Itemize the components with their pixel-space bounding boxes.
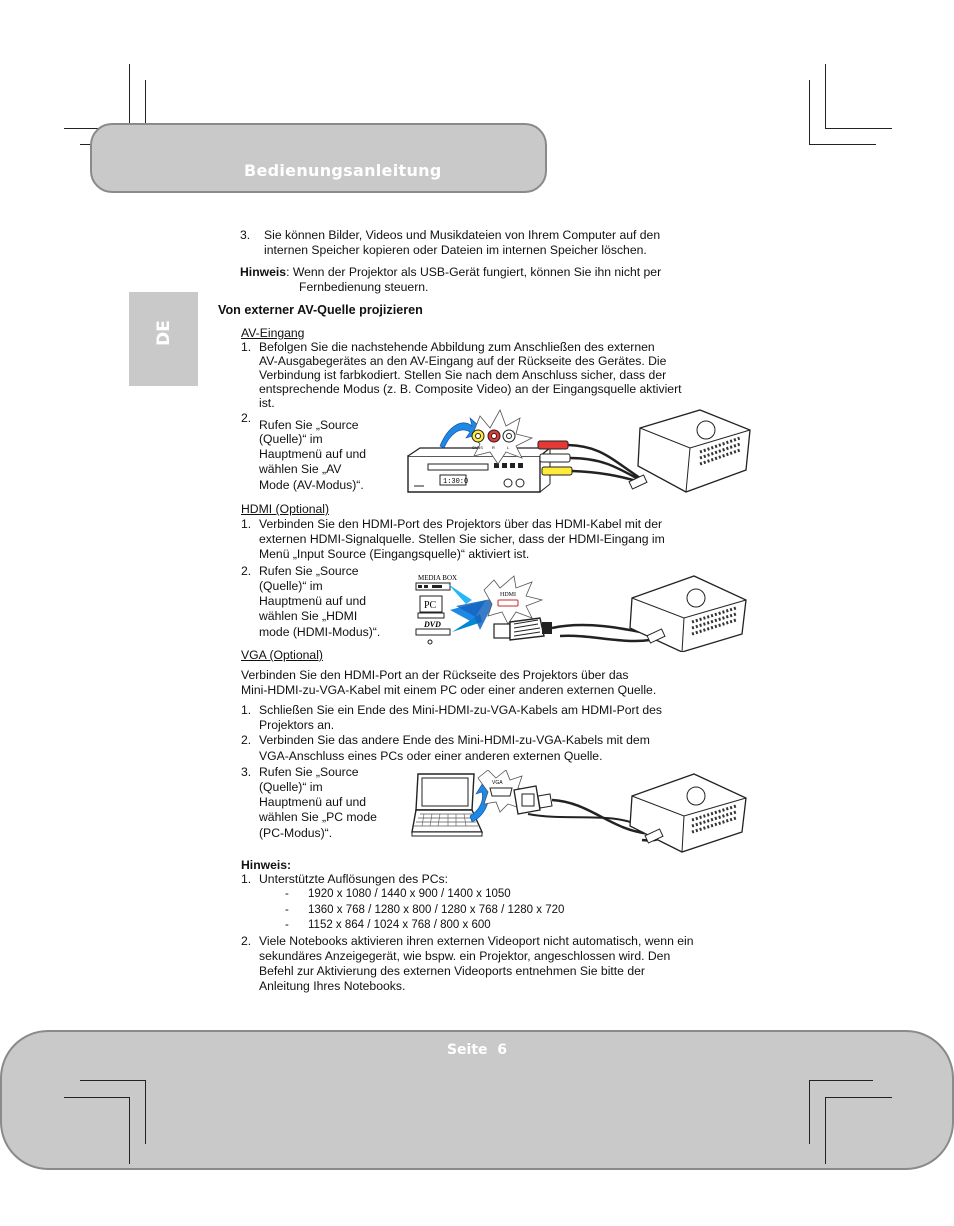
hdmi-connection-figure <box>410 570 755 652</box>
crop-mark <box>809 144 876 145</box>
page-header-title: Bedienungsanleitung <box>244 161 442 180</box>
list-item-text: Viele Notebooks aktivieren ihren externen Videoport nicht automatisch, wenn ein <box>259 934 694 948</box>
list-number: 3. <box>241 765 252 779</box>
cvbs-label: CVBS <box>472 445 483 450</box>
list-number: 3. <box>240 228 251 242</box>
list-item-text: Befehl zur Aktivierung des externen Videoports entnehmen Sie bitte der <box>259 964 645 978</box>
vga-port-label: VGA <box>492 780 503 786</box>
crop-mark <box>80 1080 146 1081</box>
list-dash: - <box>285 904 289 916</box>
list-item-text: Verbinden Sie den HDMI-Port des Projektors über das HDMI-Kabel mit der <box>259 517 663 531</box>
note-paragraph <box>240 265 661 279</box>
list-number: 1. <box>241 517 252 531</box>
list-number: 1. <box>241 340 252 354</box>
note-title: Hinweis: <box>241 858 292 872</box>
resolution-line: 1152 x 864 / 1024 x 768 / 800 x 600 <box>308 919 491 931</box>
list-item-text: (Quelle)“ im <box>259 579 323 593</box>
list-item-text: Schließen Sie ein Ende des Mini-HDMI-zu-VGA-Kabels am HDMI-Port des <box>259 703 663 717</box>
note-text: : Wenn der Projektor als USB-Gerät fungiert, können Sie ihn nicht per <box>286 265 662 279</box>
list-item-text: Unterstützte Auflösungen des PCs: <box>259 872 449 886</box>
crop-mark <box>64 1097 130 1098</box>
paragraph-text: Verbinden Sie den HDMI-Port an der Rückseite des Projektors über das <box>241 668 629 682</box>
page-number: Seite 6 <box>446 1042 508 1058</box>
list-item-text: Hauptmenü auf und <box>259 447 367 461</box>
paragraph-text: Mini-HDMI-zu-VGA-Kabel mit einem PC oder einer anderen externen Quelle. <box>241 683 657 697</box>
list-dash: - <box>285 888 289 900</box>
list-item-text: (PC-Modus)“. <box>259 826 333 840</box>
resolution-line: 1360 x 768 / 1280 x 800 / 1280 x 768 / 1280 x 720 <box>308 904 565 916</box>
list-number: 1. <box>241 703 252 717</box>
list-item-text: Hauptmenü auf und <box>259 594 367 608</box>
list-item-text: Hauptmenü auf und <box>259 795 367 809</box>
pc-label: PC <box>424 600 437 611</box>
l-label: L <box>507 445 510 450</box>
list-item-text: VGA-Anschluss eines PCs oder einer anderen externen Quelle. <box>259 749 603 763</box>
list-item-text: (Quelle)“ im <box>259 432 323 446</box>
r-label: R <box>492 445 495 450</box>
list-item-text: Anleitung Ihres Notebooks. <box>259 979 406 993</box>
list-item-text: Befolgen Sie die nachstehende Abbildung zum Anschließen des externen <box>259 340 655 354</box>
crop-mark <box>825 64 826 129</box>
crop-mark <box>809 80 810 145</box>
subsection-title-vga: VGA (Optional) <box>241 648 323 662</box>
list-item-text: Verbinden Sie das andere Ende des Mini-HDMI-zu-VGA-Kabels mit dem <box>259 733 650 747</box>
list-item-text: Rufen Sie „Source <box>259 564 359 578</box>
list-item-text: Verbindung ist farbkodiert. Stellen Sie nach dem Anschluss sicher, dass der <box>259 368 667 382</box>
hdmi-port-label: HDMI <box>500 592 516 598</box>
device-display-text: 1:30:0 <box>443 478 469 486</box>
list-number: 2. <box>241 934 252 948</box>
header-tab <box>90 123 547 193</box>
crop-mark <box>825 1097 826 1164</box>
crop-mark <box>825 128 892 129</box>
av-connection-figure <box>400 408 760 498</box>
list-item-text: ist. <box>259 396 275 410</box>
media-box-label: MEDIA BOX <box>418 574 458 582</box>
crop-mark <box>809 1080 873 1081</box>
list-item-text: mode (HDMI-Modus)“. <box>259 625 381 639</box>
dvd-label: DVD <box>424 620 441 629</box>
vga-connection-figure <box>410 770 755 860</box>
list-item-text: entsprechende Modus (z. B. Composite Video) an der Eingangsquelle aktiviert <box>259 382 682 396</box>
list-number: 2. <box>241 564 252 578</box>
list-item-text: externen HDMI-Signalquelle. Stellen Sie sicher, dass der HDMI-Eingang im <box>259 532 665 546</box>
crop-mark <box>145 1080 146 1144</box>
crop-mark <box>825 1097 892 1098</box>
note-text: Fernbedienung steuern. <box>299 280 429 294</box>
list-number: 1. <box>241 872 252 886</box>
crop-mark <box>809 1080 810 1144</box>
list-item-text: AV-Ausgabegerätes an den AV-Eingang auf der Rückseite des Gerätes. Die <box>259 354 667 368</box>
subsection-title-hdmi: HDMI (Optional) <box>241 502 330 516</box>
subsection-title-av: AV-Eingang <box>241 326 305 340</box>
list-item-text: Rufen Sie „Source <box>259 765 359 779</box>
note-label: Hinweis <box>240 265 287 279</box>
resolution-line: 1920 x 1080 / 1440 x 900 / 1400 x 1050 <box>308 888 511 900</box>
section-heading: Von externer AV-Quelle projizieren <box>218 303 423 317</box>
list-item-text: Mode (AV-Modus)“. <box>259 478 364 492</box>
list-item-text: Menü „Input Source (Eingangsquelle)“ aktiviert ist. <box>259 547 530 561</box>
list-item-text: internen Speicher kopieren oder Dateien im internen Speicher löschen. <box>264 243 647 257</box>
list-item-text: Rufen Sie „Source <box>259 418 359 432</box>
list-item-text: wählen Sie „AV <box>259 462 342 476</box>
list-item-text: wählen Sie „HDMI <box>259 609 358 623</box>
list-number: 2. <box>241 733 252 747</box>
list-item-text: Projektors an. <box>259 718 335 732</box>
list-item-text: sekundäres Anzeigegerät, wie bspw. ein Projektor, angeschlossen wird. Den <box>259 949 671 963</box>
crop-mark <box>129 1097 130 1164</box>
list-item-text: (Quelle)“ im <box>259 780 323 794</box>
list-dash: - <box>285 919 289 931</box>
language-label: DE <box>154 320 174 346</box>
list-item-text: Sie können Bilder, Videos und Musikdateien von Ihrem Computer auf den <box>264 228 661 242</box>
list-item-text: wählen Sie „PC mode <box>259 810 377 824</box>
list-number: 2. <box>241 411 252 425</box>
